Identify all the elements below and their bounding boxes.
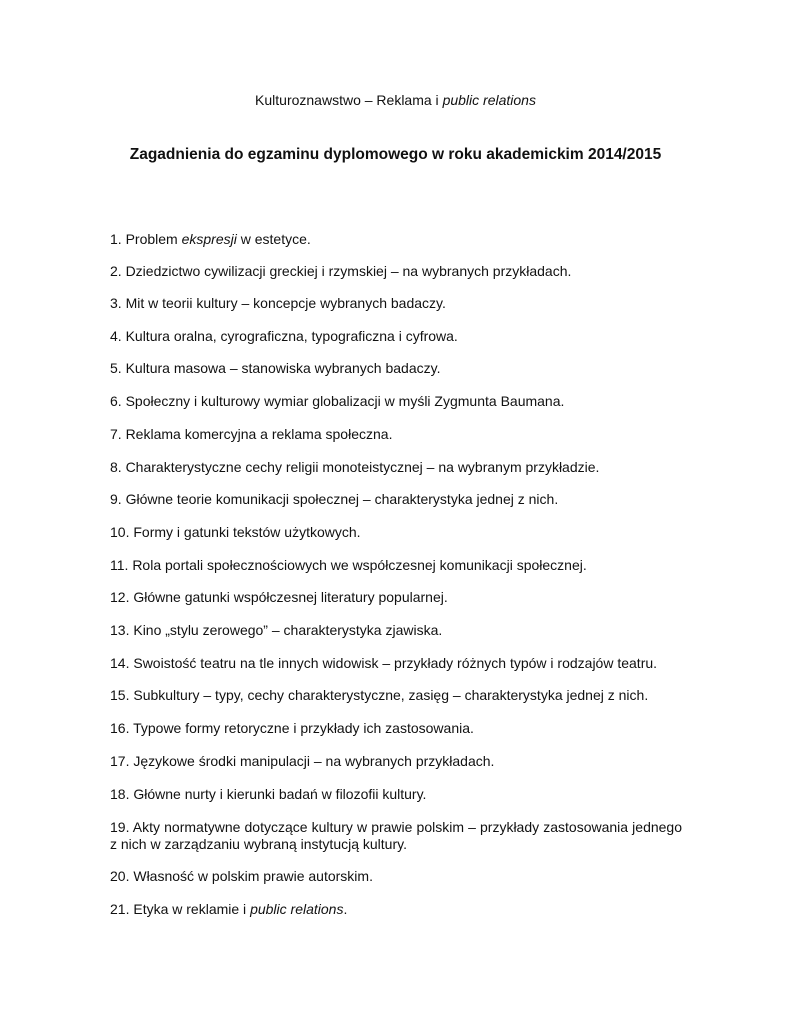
list-item: 5. Kultura masowa – stanowiska wybranych badaczy.	[110, 360, 441, 376]
list-item: 2. Dziedzictwo cywilizacji greckiej i rzymskiej – na wybranych przykładach.	[110, 263, 572, 279]
course-header-italic: public relations	[442, 92, 536, 108]
list-item: 3. Mit w teorii kultury – koncepcje wybranych badaczy.	[110, 295, 446, 311]
list-item: 7. Reklama komercyjna a reklama społeczna.	[110, 426, 393, 442]
list-item: 10. Formy i gatunki tekstów użytkowych.	[110, 524, 361, 540]
list-item: 20. Własność w polskim prawie autorskim.	[110, 868, 373, 884]
list-item: 6. Społeczny i kulturowy wymiar globalizacji w myśli Zygmunta Baumana.	[110, 393, 565, 409]
list-item: 19. Akty normatywne dotyczące kultury w prawie polskim – przykłady zastosowania jednego z nich w zarządzaniu wybraną instytucją kultury.	[110, 819, 682, 852]
list-item: 13. Kino „stylu zerowego” – charakterystyka zjawiska.	[110, 622, 443, 638]
list-item: 1. Problem ekspresji w estetyce.	[110, 231, 311, 247]
list-item: 12. Główne gatunki współczesnej literatury popularnej.	[110, 589, 448, 605]
list-item: 8. Charakterystyczne cechy religii monoteistycznej – na wybranym przykładzie.	[110, 459, 600, 475]
list-item: 17. Językowe środki manipulacji – na wybranych przykładach.	[110, 753, 495, 769]
course-header	[0, 91, 791, 109]
page-title: Zagadnienia do egzaminu dyplomowego w roku akademickim 2014/2015	[129, 146, 662, 163]
list-item: 14. Swoistość teatru na tle innych widowisk – przykłady różnych typów i rodzajów teatru.	[110, 655, 658, 671]
course-header-text: Kulturoznawstwo – Reklama i	[255, 92, 443, 108]
list-item: 16. Typowe formy retoryczne i przykłady ich zastosowania.	[110, 720, 474, 736]
list-item: 9. Główne teorie komunikacji społecznej – charakterystyka jednej z nich.	[110, 491, 559, 507]
list-item: 15. Subkultury – typy, cechy charakterystyczne, zasięg – charakterystyka jednej z nich.	[110, 687, 649, 703]
list-item: 11. Rola portali społecznościowych we współczesnej komunikacji społecznej.	[110, 557, 587, 573]
list-item: 18. Główne nurty i kierunki badań w filozofii kultury.	[110, 786, 427, 802]
list-item: 4. Kultura oralna, cyrograficzna, typograficzna i cyfrowa.	[110, 328, 458, 344]
list-item: 21. Etyka w reklamie i public relations.	[110, 901, 348, 917]
